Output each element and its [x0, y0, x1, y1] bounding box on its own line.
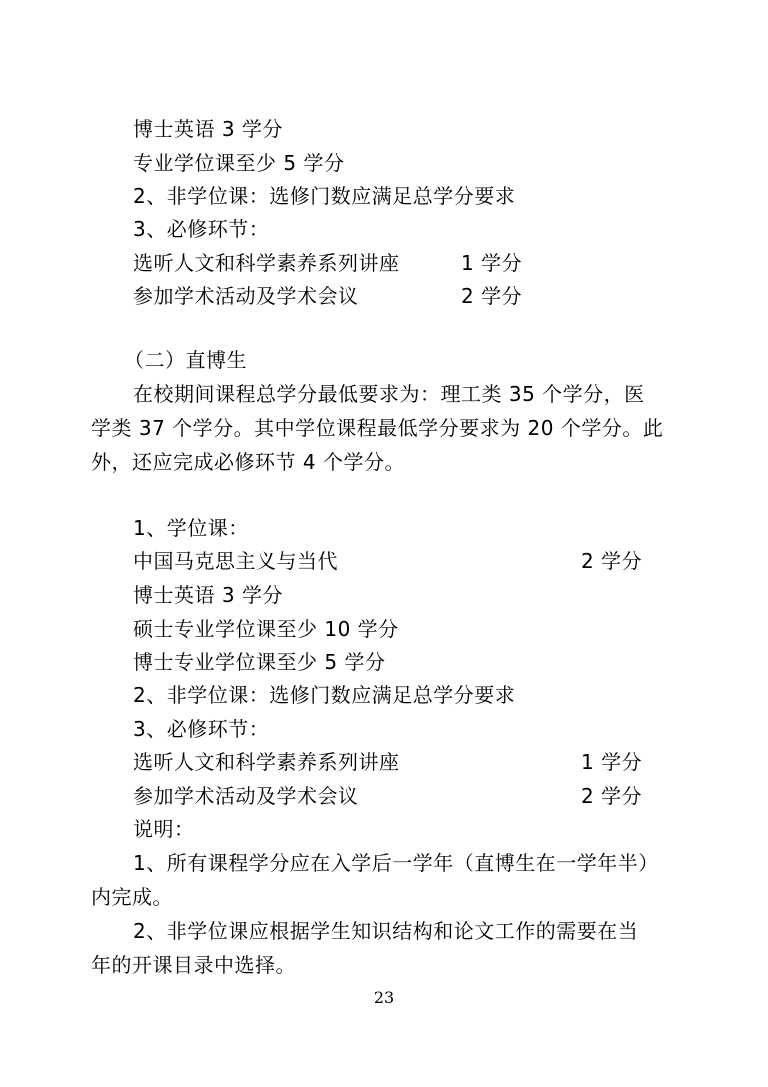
- credit-value: 1 学分: [461, 251, 523, 275]
- credit-value: 2 学分: [581, 549, 643, 573]
- paragraph-line: 在校期间课程总学分最低要求为：理工类 35 个学分，医: [133, 382, 645, 406]
- text-line: 参加学术活动及学术会议: [133, 784, 359, 808]
- text-line: 2、非学位课：选修门数应满足总学分要求: [133, 683, 516, 707]
- paragraph-line: 外，还应完成必修环节 4 个学分。: [91, 450, 405, 474]
- text-line: 博士英语 3 学分: [133, 583, 283, 607]
- text-line: 2、非学位课：选修门数应满足总学分要求: [133, 184, 516, 208]
- text-line: 参加学术活动及学术会议: [133, 284, 359, 308]
- text-line: 3、必修环节：: [133, 217, 270, 241]
- text-line: 专业学位课至少 5 学分: [133, 151, 345, 175]
- page-number: 23: [373, 988, 395, 1007]
- text-line: 博士专业学位课至少 5 学分: [133, 650, 386, 674]
- text-line: 选听人文和科学素养系列讲座: [133, 750, 400, 774]
- paragraph-line: 1、所有课程学分应在入学后一学年（直博生在一学年半）: [133, 851, 659, 875]
- credit-value: 1 学分: [581, 750, 643, 774]
- text-line: 硕士专业学位课至少 10 学分: [133, 617, 399, 641]
- text-line: 选听人文和科学素养系列讲座: [133, 251, 400, 275]
- paragraph-line: 内完成。: [91, 885, 173, 909]
- paragraph-line: 2、非学位课应根据学生知识结构和论文工作的需要在当: [133, 919, 639, 943]
- section-heading: （二）直博生: [124, 348, 247, 372]
- text-line: 1、学位课：: [133, 516, 249, 540]
- credit-value: 2 学分: [461, 284, 523, 308]
- credit-value: 2 学分: [581, 784, 643, 808]
- text-line: 中国马克思主义与当代: [133, 549, 338, 573]
- text-line: 3、必修环节：: [133, 717, 270, 741]
- text-line: 博士英语 3 学分: [133, 117, 283, 141]
- paragraph-line: 年的开课目录中选择。: [91, 953, 296, 977]
- paragraph-line: 学类 37 个学分。其中学位课程最低学分要求为 20 个学分。此: [91, 416, 664, 440]
- note-heading: 说明：: [133, 817, 195, 841]
